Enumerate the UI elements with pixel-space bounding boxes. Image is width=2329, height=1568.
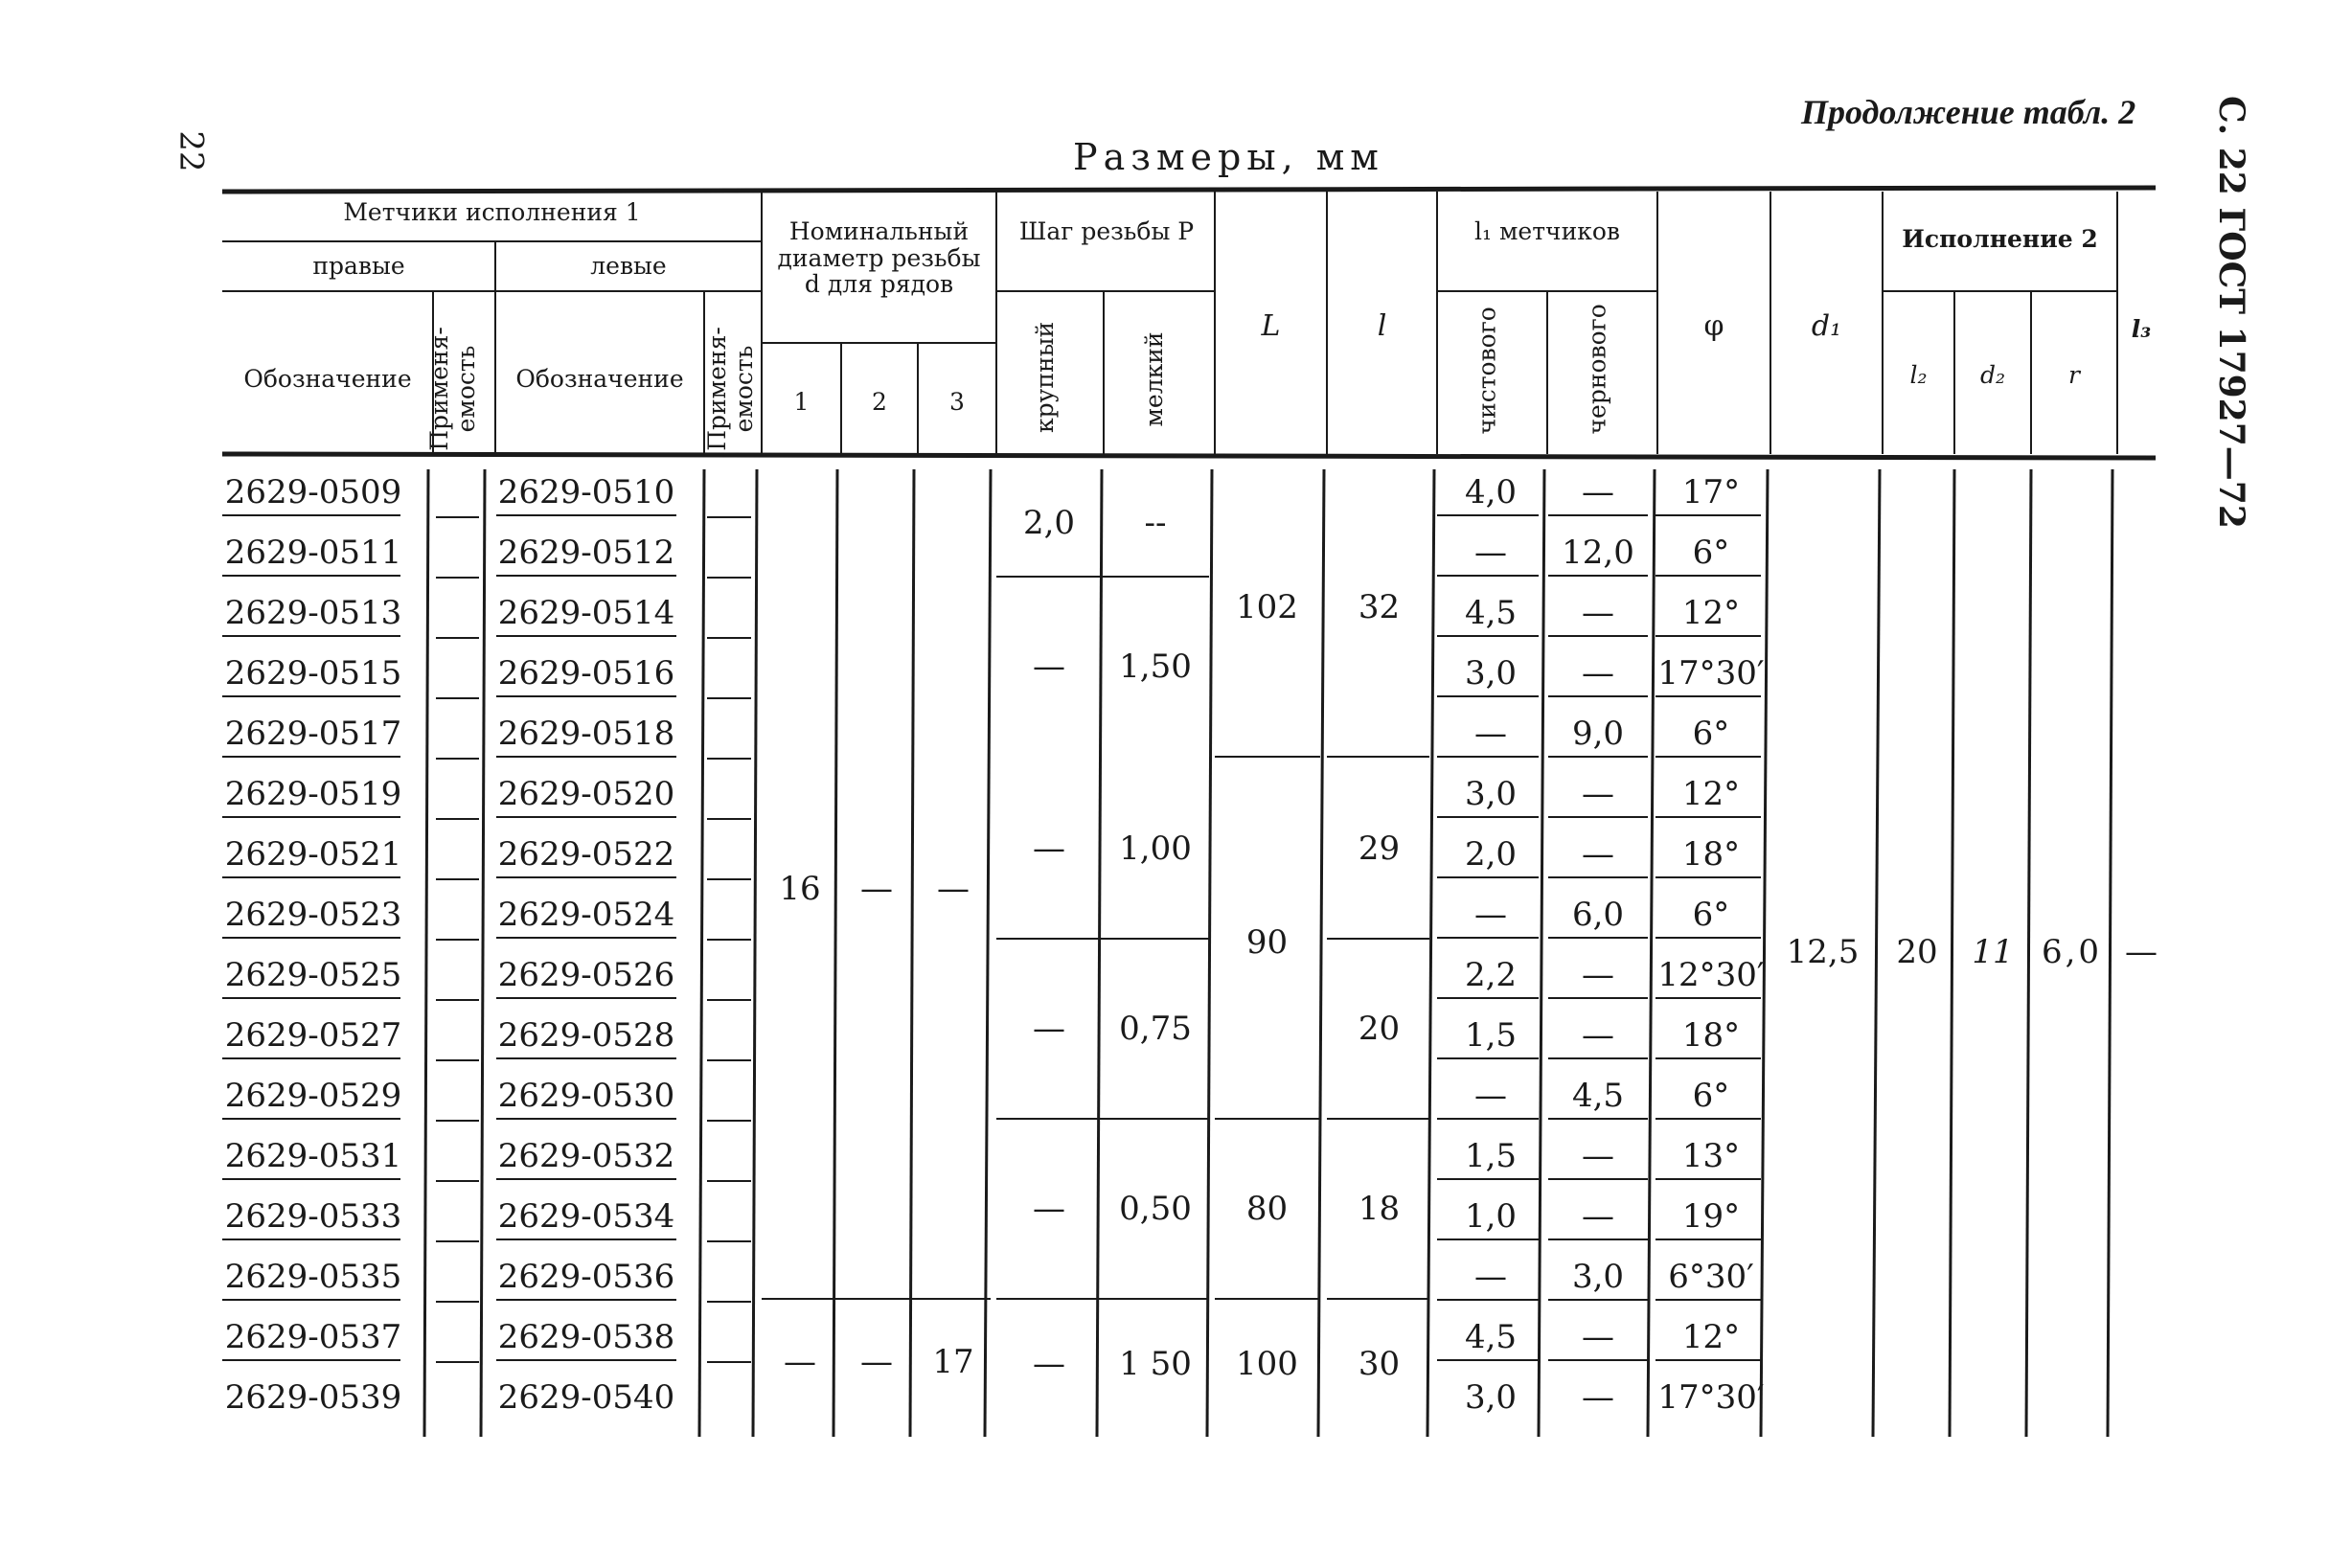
header-fine: мелкий xyxy=(1140,331,1168,427)
d1-value: 12,5 xyxy=(1786,933,1860,971)
designation-right-cell: 2629-0525 xyxy=(224,956,402,994)
l1-finish-cell: 4,5 xyxy=(1464,594,1518,632)
phi-cell: 6° xyxy=(1692,1077,1730,1115)
l1-finish-cell: 3,0 xyxy=(1464,775,1518,813)
header-l: l xyxy=(1377,309,1387,343)
L-group-1: 102 xyxy=(1236,588,1298,626)
l-group-3: 20 xyxy=(1358,1010,1401,1048)
fine-group-3: 1,00 xyxy=(1119,829,1192,868)
designation-left-cell: 2629-0540 xyxy=(497,1378,675,1417)
designation-left-cell: 2629-0528 xyxy=(497,1016,675,1055)
header-taps-group: Метчики исполнения 1 xyxy=(343,198,641,226)
fine-group-6: 1 50 xyxy=(1119,1345,1192,1383)
l1-rough-cell: — xyxy=(1582,1318,1614,1356)
phi-cell: 6° xyxy=(1692,534,1730,572)
l1-rough-cell: 3,0 xyxy=(1571,1258,1625,1296)
l-group-5: 30 xyxy=(1358,1345,1401,1383)
designation-left-cell: 2629-0534 xyxy=(497,1197,675,1236)
l1-finish-cell: — xyxy=(1474,1077,1507,1115)
L-group-2: 90 xyxy=(1245,923,1289,962)
l1-rough-cell: — xyxy=(1582,1137,1614,1175)
coarse-group-4: — xyxy=(1033,1010,1065,1048)
header-d1: d₁ xyxy=(1811,309,1842,343)
designation-left-cell: 2629-0530 xyxy=(497,1077,675,1115)
coarse-group-5: — xyxy=(1033,1190,1065,1228)
l1-rough-cell: — xyxy=(1582,775,1614,813)
l1-rough-cell: — xyxy=(1582,654,1614,693)
l1-finish-cell: 2,0 xyxy=(1464,835,1518,874)
l2-value: 20 xyxy=(1896,933,1938,971)
header-r: r xyxy=(2068,361,2080,389)
designation-left-cell: 2629-0512 xyxy=(497,534,675,572)
designation-right-cell: 2629-0521 xyxy=(224,835,402,874)
d-row3-a: — xyxy=(937,870,970,908)
phi-cell: 13° xyxy=(1681,1137,1741,1175)
coarse-group-6: — xyxy=(1033,1345,1065,1383)
designation-right-cell: 2629-0535 xyxy=(224,1258,402,1296)
designation-left-cell: 2629-0518 xyxy=(497,715,675,753)
page-number: 22 xyxy=(171,130,211,172)
l1-rough-cell: — xyxy=(1582,1016,1614,1055)
phi-cell: 18° xyxy=(1681,1016,1741,1055)
header-left: левые xyxy=(590,252,667,280)
L-group-4: 100 xyxy=(1236,1345,1298,1383)
designation-right-cell: 2629-0531 xyxy=(224,1137,402,1175)
header-l1: l₁ метчиков xyxy=(1474,217,1620,245)
phi-cell: 17°30′ xyxy=(1657,654,1765,693)
l1-rough-cell: 9,0 xyxy=(1571,715,1625,753)
l1-finish-cell: 3,0 xyxy=(1464,1378,1518,1417)
header-version-2: Исполнение 2 xyxy=(1902,225,2098,253)
l1-rough-cell: — xyxy=(1582,594,1614,632)
header-right: правые xyxy=(312,252,405,280)
header-finish: чистового xyxy=(1473,307,1501,435)
designation-left-cell: 2629-0522 xyxy=(497,835,675,874)
phi-cell: 6° xyxy=(1692,896,1730,934)
phi-cell: 12° xyxy=(1681,775,1741,813)
fine-group-1: -- xyxy=(1144,504,1167,542)
designation-right-cell: 2629-0513 xyxy=(224,594,402,632)
header-L: L xyxy=(1261,309,1281,343)
phi-cell: 19° xyxy=(1681,1197,1741,1236)
phi-cell: 17°30′ xyxy=(1657,1378,1765,1417)
d-row1-a: 16 xyxy=(779,870,821,908)
l1-rough-cell: 12,0 xyxy=(1562,534,1634,572)
L-group-3: 80 xyxy=(1245,1190,1289,1228)
coarse-group-2: — xyxy=(1033,648,1065,686)
header-rough: чернового xyxy=(1583,304,1611,435)
d-row2-b: — xyxy=(860,1343,893,1381)
l1-finish-cell: 4,0 xyxy=(1464,473,1518,511)
header-l3: l₃ xyxy=(2131,315,2152,343)
designation-left-cell: 2629-0516 xyxy=(497,654,675,693)
phi-cell: 6° xyxy=(1692,715,1730,753)
d2-value: 11 xyxy=(1972,933,2014,971)
designation-left-cell: 2629-0532 xyxy=(497,1137,675,1175)
designation-left-cell: 2629-0536 xyxy=(497,1258,675,1296)
designation-right-cell: 2629-0509 xyxy=(224,473,402,511)
l1-finish-cell: — xyxy=(1474,715,1507,753)
header-row-3: 3 xyxy=(949,388,965,416)
phi-cell: 12°30′ xyxy=(1657,956,1765,994)
designation-left-cell: 2629-0524 xyxy=(497,896,675,934)
d-row1-b: — xyxy=(784,1343,816,1381)
header-phi: φ xyxy=(1703,309,1724,343)
phi-cell: 18° xyxy=(1681,835,1741,874)
designation-right-cell: 2629-0527 xyxy=(224,1016,402,1055)
side-standard-label: С. 22 ГОСТ 17927—72 xyxy=(2211,96,2251,529)
designation-left-cell: 2629-0538 xyxy=(497,1318,675,1356)
l1-finish-cell: — xyxy=(1474,534,1507,572)
header-designation-right: Обозначение xyxy=(243,365,412,393)
d-row2-a: — xyxy=(860,870,893,908)
coarse-group-3: — xyxy=(1033,829,1065,868)
designation-left-cell: 2629-0510 xyxy=(497,473,675,511)
designation-right-cell: 2629-0533 xyxy=(224,1197,402,1236)
l3-value: — xyxy=(2125,933,2158,971)
header-d2: d₂ xyxy=(1979,361,2006,389)
fine-group-2: 1,50 xyxy=(1119,648,1192,686)
l1-rough-cell: 4,5 xyxy=(1571,1077,1625,1115)
l1-finish-cell: — xyxy=(1474,1258,1507,1296)
phi-cell: 6°30′ xyxy=(1668,1258,1754,1296)
designation-right-cell: 2629-0515 xyxy=(224,654,402,693)
designation-right-cell: 2629-0539 xyxy=(224,1378,402,1417)
l1-rough-cell: 6,0 xyxy=(1571,896,1625,934)
l-group-2: 29 xyxy=(1358,829,1401,868)
l1-finish-cell: 1,5 xyxy=(1464,1137,1518,1175)
l1-rough-cell: — xyxy=(1582,473,1614,511)
header-nominal-diameter: Номинальный диаметр резьбы d для рядов xyxy=(777,217,981,298)
l1-rough-cell: — xyxy=(1582,1378,1614,1417)
l1-rough-cell: — xyxy=(1582,956,1614,994)
phi-cell: 12° xyxy=(1681,594,1741,632)
l1-finish-cell: 1,0 xyxy=(1464,1197,1518,1236)
designation-right-cell: 2629-0523 xyxy=(224,896,402,934)
header-applicability-left: Применя- емость xyxy=(703,327,758,451)
fine-group-4: 0,75 xyxy=(1119,1010,1192,1048)
l1-finish-cell: 1,5 xyxy=(1464,1016,1518,1055)
designation-right-cell: 2629-0517 xyxy=(224,715,402,753)
l1-rough-cell: — xyxy=(1582,1197,1614,1236)
phi-cell: 12° xyxy=(1681,1318,1741,1356)
header-row-2: 2 xyxy=(872,388,887,416)
table-title: Размеры, мм xyxy=(1073,136,1384,178)
l-group-1: 32 xyxy=(1358,588,1401,626)
header-thread-pitch: Шаг резьбы P xyxy=(1018,217,1195,245)
d-row3-b: 17 xyxy=(932,1343,974,1381)
header-row-1: 1 xyxy=(793,388,810,416)
designation-right-cell: 2629-0537 xyxy=(224,1318,402,1356)
phi-cell: 17° xyxy=(1681,473,1741,511)
l1-finish-cell: 2,2 xyxy=(1464,956,1518,994)
designation-right-cell: 2629-0529 xyxy=(224,1077,402,1115)
designation-right-cell: 2629-0519 xyxy=(224,775,402,813)
r-value: 6,0 xyxy=(2041,933,2103,971)
designation-left-cell: 2629-0514 xyxy=(497,594,675,632)
l1-finish-cell: 3,0 xyxy=(1464,654,1518,693)
l1-finish-cell: — xyxy=(1474,896,1507,934)
designation-left-cell: 2629-0526 xyxy=(497,956,675,994)
designation-right-cell: 2629-0511 xyxy=(224,534,402,572)
coarse-group-1: 2,0 xyxy=(1022,504,1076,542)
header-coarse: крупный xyxy=(1031,321,1059,433)
header-designation-left: Обозначение xyxy=(515,365,684,393)
l1-finish-cell: 4,5 xyxy=(1464,1318,1518,1356)
header-l2: l₂ xyxy=(1909,361,1928,389)
l1-rough-cell: — xyxy=(1582,835,1614,874)
header-applicability-right: Применя- емость xyxy=(425,327,480,451)
designation-left-cell: 2629-0520 xyxy=(497,775,675,813)
l-group-4: 18 xyxy=(1358,1190,1401,1228)
fine-group-5: 0,50 xyxy=(1119,1190,1192,1228)
continuation-label: Продолжение табл. 2 xyxy=(1801,93,2136,131)
